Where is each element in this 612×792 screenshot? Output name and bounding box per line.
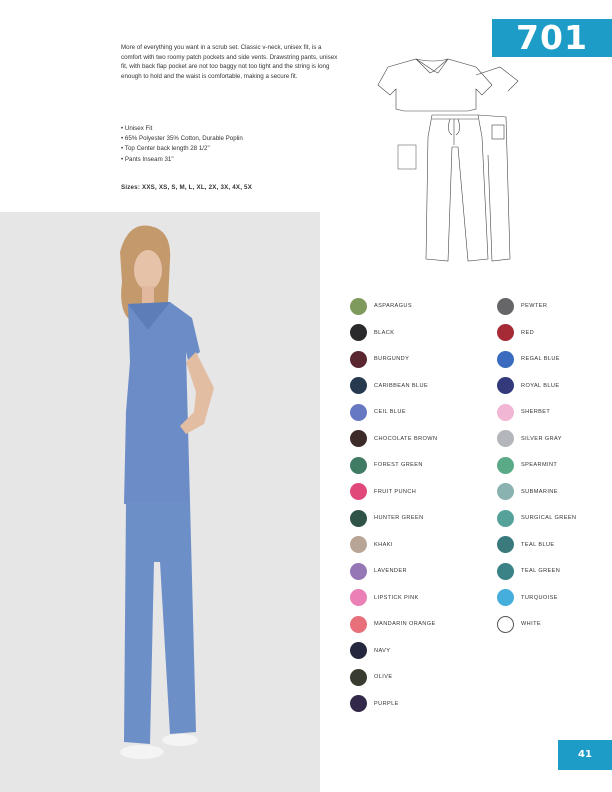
color-dot [497,404,514,421]
color-name: RED [521,329,535,336]
color-dot [350,642,367,659]
color-name: FRUIT PUNCH [374,488,417,495]
color-swatch[interactable] [350,509,424,527]
color-dot [350,510,367,527]
color-dot [497,563,514,580]
color-swatch[interactable] [350,297,412,315]
color-swatch[interactable] [350,456,423,474]
color-swatch[interactable] [350,377,428,395]
color-name: LIPSTICK PINK [374,594,419,601]
color-dot [350,457,367,474]
color-swatch[interactable] [497,377,560,395]
color-swatch[interactable] [350,536,393,554]
color-dot [350,404,367,421]
color-swatch[interactable] [497,589,558,607]
color-dot [350,298,367,315]
color-swatch[interactable] [350,589,419,607]
color-dot [497,536,514,553]
color-name: SHERBET [521,409,551,415]
color-name: PURPLE [374,700,399,707]
color-name: NAVY [374,647,391,654]
color-name: TEAL GREEN [521,568,561,574]
color-name: ROYAL BLUE [521,382,560,389]
color-name: CHOCOLATE BROWN [374,435,438,442]
color-swatch[interactable] [497,430,562,448]
color-dot [497,298,514,315]
color-swatch[interactable] [497,509,576,527]
color-swatch[interactable] [350,430,437,448]
feature-item: • Unisex Fit [121,124,243,134]
color-swatch[interactable] [497,324,534,342]
color-swatch[interactable] [497,536,555,554]
feature-item: • Top Center back length 28 1/2" [121,144,243,154]
color-name: ASPARAGUS [374,303,413,309]
color-name: PEWTER [521,303,548,309]
color-name: CARIBBEAN BLUE [374,382,429,389]
color-name: REGAL BLUE [521,356,560,362]
color-name: SPEARMINT [521,462,558,468]
color-name: OLIVE [374,674,393,680]
color-dot [350,351,367,368]
color-name: SURGICAL GREEN [521,515,577,521]
color-swatch[interactable] [350,668,392,686]
color-dot [350,669,367,686]
color-name: LAVENDER [374,568,407,574]
color-dot [350,536,367,553]
color-dot [350,324,367,341]
color-name: SUBMARINE [521,488,558,495]
color-swatch[interactable] [497,483,558,501]
feature-list [121,124,243,165]
color-dot [497,351,514,368]
color-dot [497,324,514,341]
color-swatch[interactable] [350,403,406,421]
color-dot [497,616,514,633]
color-name: BLACK [374,329,395,336]
color-swatch[interactable] [350,695,399,713]
color-swatch[interactable] [497,403,550,421]
color-name: CEIL BLUE [374,409,406,415]
color-dot [350,616,367,633]
color-name: TEAL BLUE [521,541,555,548]
color-name: FOREST GREEN [374,462,423,468]
color-name: KHAKI [374,541,393,548]
color-name: TURQUOISE [521,594,558,601]
color-name: BURGUNDY [374,356,410,362]
scrub-set-line-drawing [368,45,528,273]
color-dot [350,589,367,606]
color-dot [497,589,514,606]
color-swatch[interactable] [497,297,547,315]
color-swatch[interactable] [350,642,390,660]
color-swatch[interactable] [497,350,560,368]
color-dot [350,377,367,394]
color-dot [497,483,514,500]
color-dot [350,430,367,447]
color-dot [497,457,514,474]
color-name: MANDARIN ORANGE [374,621,436,627]
product-description: More of everything you want in a scrub set. Classic v-neck, unisex fit, is a comfort with two roomy patch pockets and side vents. Drawstring pants, unisex fit, with back flap pocket are not too baggy not too tight and the string is long enough to hold and the waist is comfortable, making a secure fit. [121,44,338,80]
feature-item: • 65% Polyester 35% Cotton, Durable Poplin [121,134,243,144]
color-dot [497,510,514,527]
color-swatch[interactable] [350,615,436,633]
color-swatch[interactable] [350,483,416,501]
style-number-badge: 701 [492,19,612,57]
feature-item: • Pants Inseam 31" [121,155,243,165]
page-number: 41 [558,740,612,770]
color-dot [497,377,514,394]
size-range: Sizes: XXS, XS, S, M, L, XL, 2X, 3X, 4X, 5X [121,184,253,191]
color-swatch[interactable] [350,324,394,342]
color-dot [350,695,367,712]
color-swatch[interactable] [350,350,409,368]
model-photo [0,212,320,792]
color-swatch[interactable] [350,562,407,580]
color-name: SILVER GRAY [521,435,562,442]
color-dot [350,483,367,500]
color-name: WHITE [521,621,542,627]
color-swatch[interactable] [497,615,541,633]
color-dot [497,430,514,447]
color-dot [350,563,367,580]
color-swatch[interactable] [497,456,557,474]
color-swatch[interactable] [497,562,560,580]
color-name: HUNTER GREEN [374,515,424,521]
